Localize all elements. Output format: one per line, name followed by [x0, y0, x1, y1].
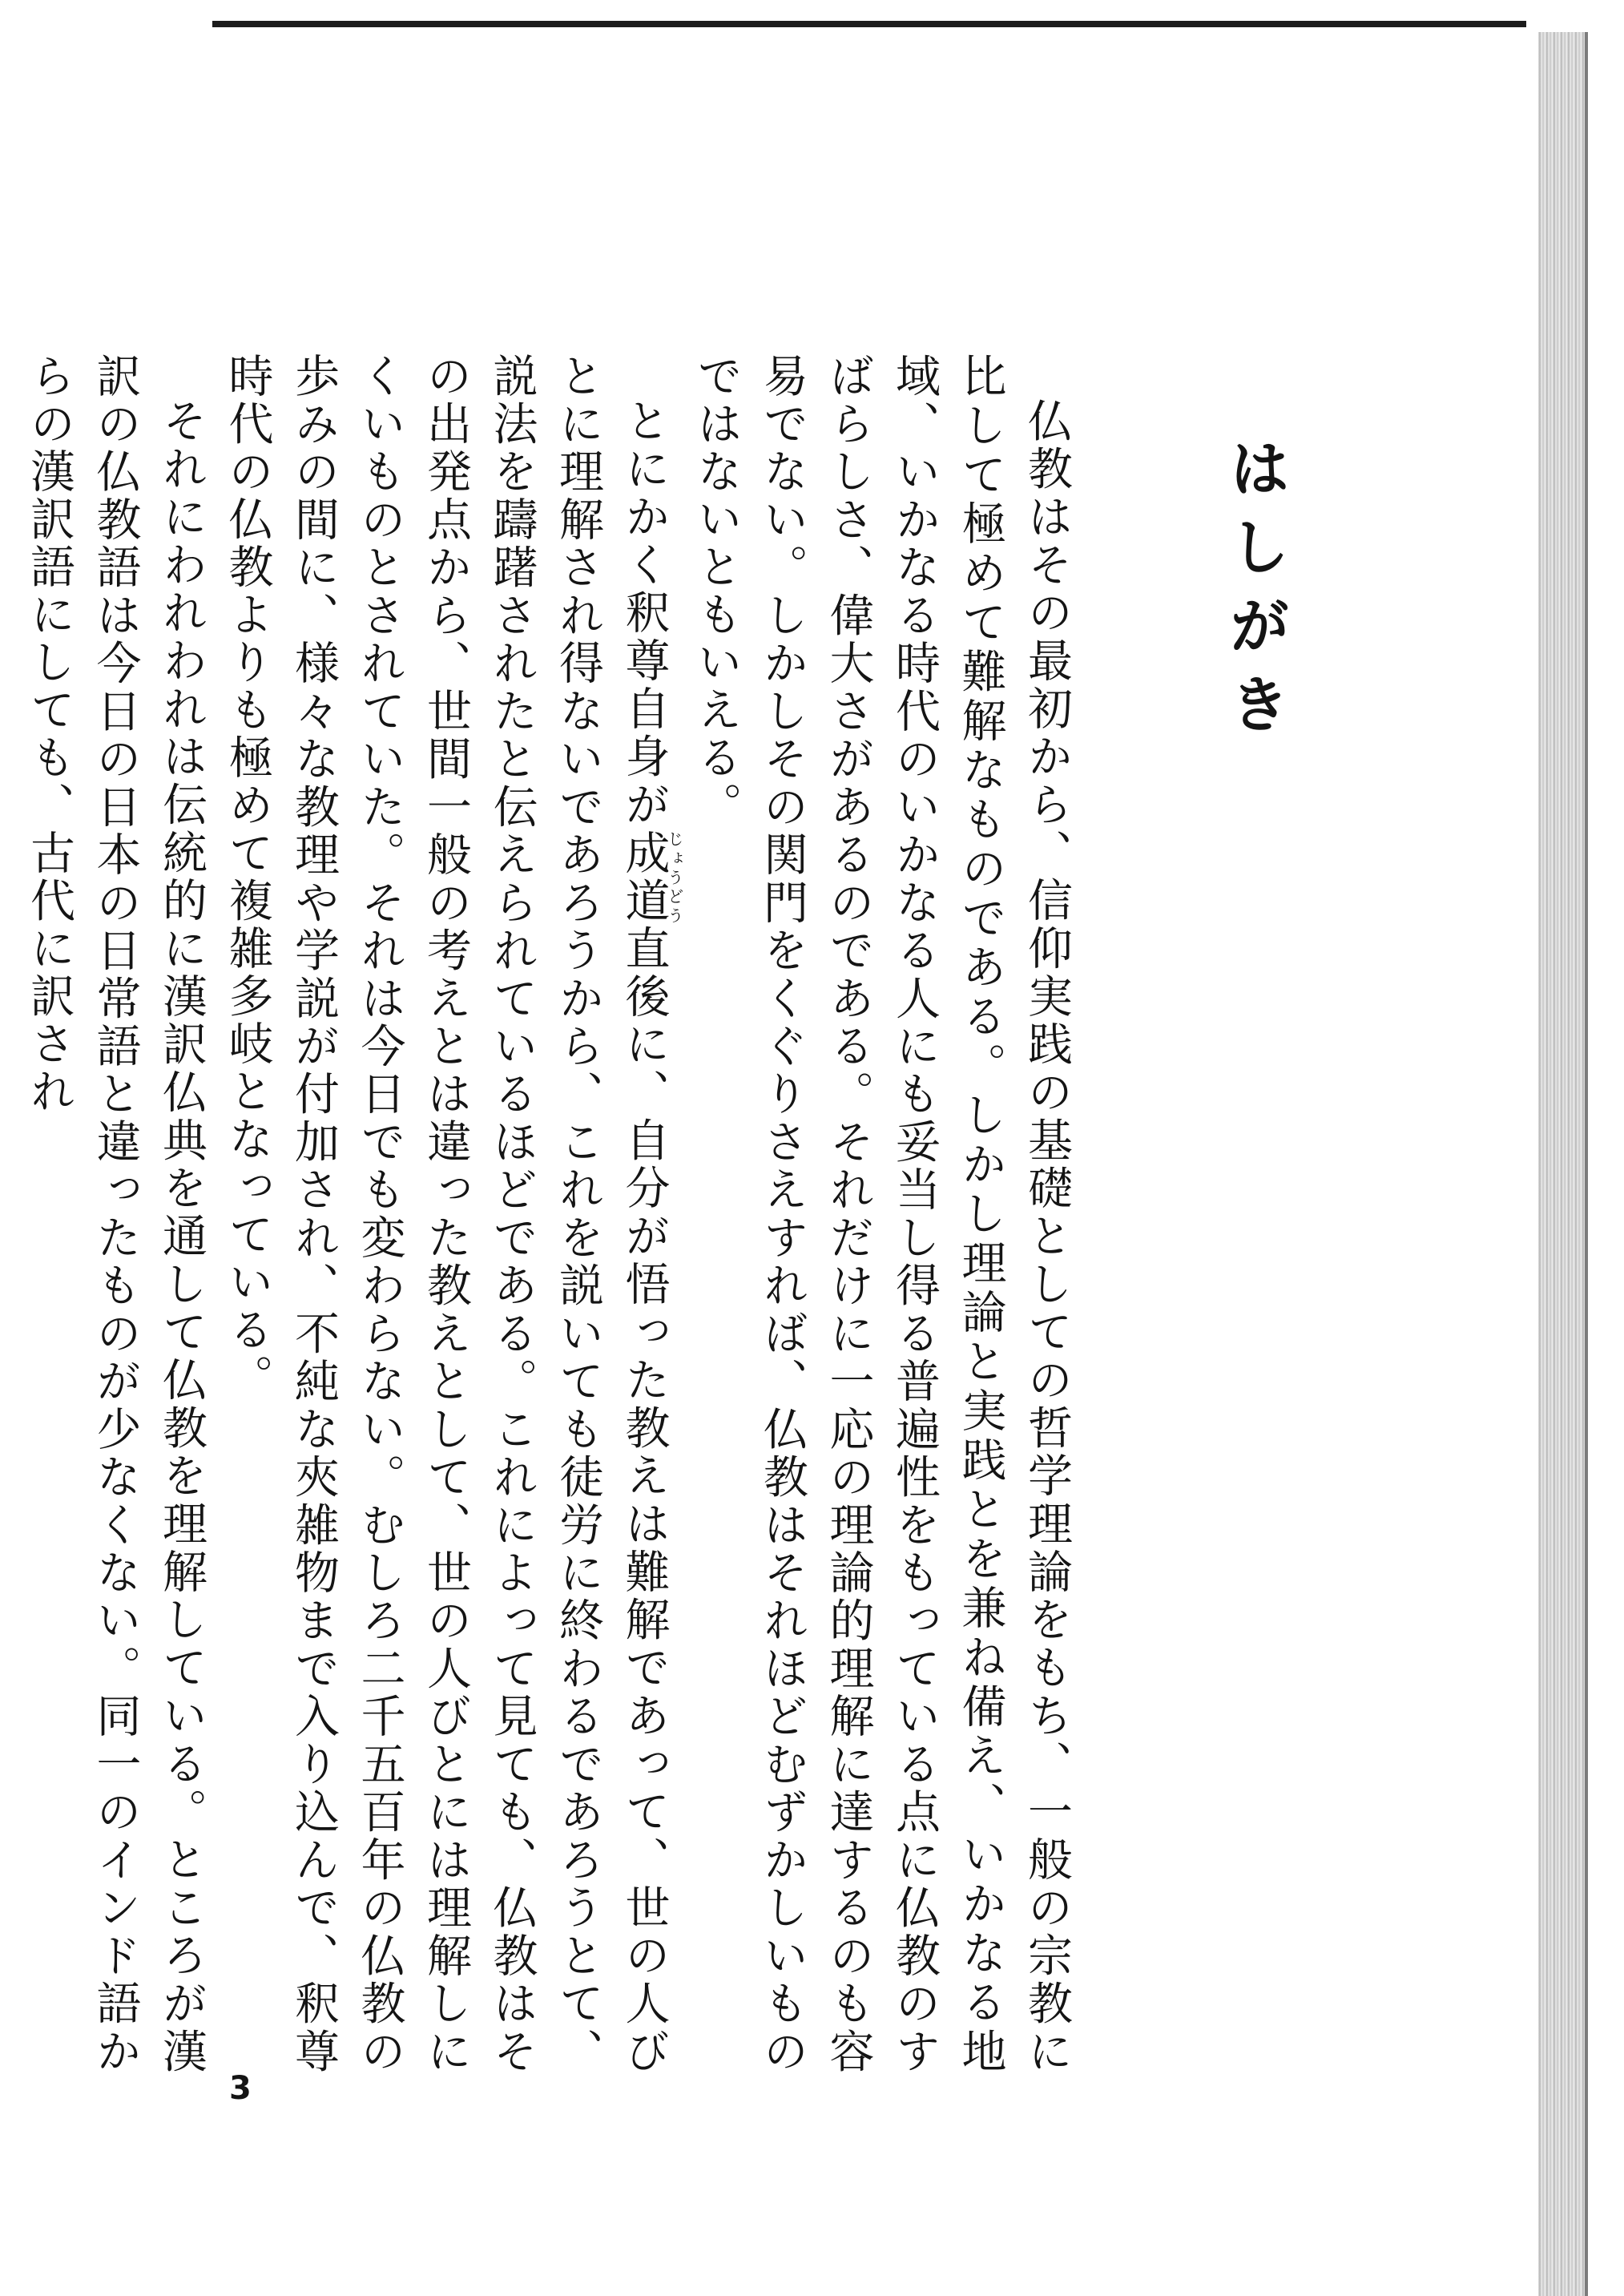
page-right-border	[1585, 32, 1588, 2296]
paragraph-3: それにわれわれは伝統的に漢訳仏典を通して仏教を理解している。ところが漢訳の仏教語は今日の日本の日常語と違ったものが少なくない。同一のインド語からの漢訳語にしても、古代に訳され	[23, 353, 208, 2076]
body-text	[16, 353, 1080, 2076]
paragraph-2-rest: 直後に、自分が悟った教えは難解であって、世の人びとに理解され得ないであろうから、これを説いても徒労に終わるであろうとて、説法を躊躇されたと伝えられているほどである。これによって見ても、仏教はその出発点から、世間一般の考えとは違った教えとして、世の人びとには理解しにくいものとされていた。それは今日でも変わらない。むしろ二千五百年の仏教の歩みの間に、様々な教理や学説が付加され、不純な夾雑物まで入り込んで、釈尊時代の仏教よりも極めて複雑多岐となっている。	[221, 353, 671, 2076]
paragraph-2-start: とにかく釈尊自身が	[618, 397, 671, 829]
page-number: 3	[229, 2070, 252, 2107]
ruby-base: 成道	[618, 829, 671, 926]
ruby-jodo	[618, 829, 684, 926]
book-spine-edge	[1538, 32, 1585, 2296]
ruby-reading: じょうどう	[665, 829, 684, 925]
page-title: はしがき	[1219, 437, 1291, 751]
paragraph-2	[214, 353, 683, 2076]
top-rule	[212, 21, 1526, 27]
paragraph-1: 仏教はその最初から、信仰実践の基礎としての哲学理論をもち、一般の宗教に比して極めて難解なものである。しかし理論と実践とを兼ね備え、いかなる地域、いかなる時代のいかなる人にも妥当し得る普遍性をもっている点に仏教のすばらしさ、偉大さがあるのである。それだけに一応の理論的理解に達するのも容易でない。しかしその関門をくぐりさえすれば、仏教はそれほどむずかしいものではないともいえる。	[690, 353, 1073, 2076]
